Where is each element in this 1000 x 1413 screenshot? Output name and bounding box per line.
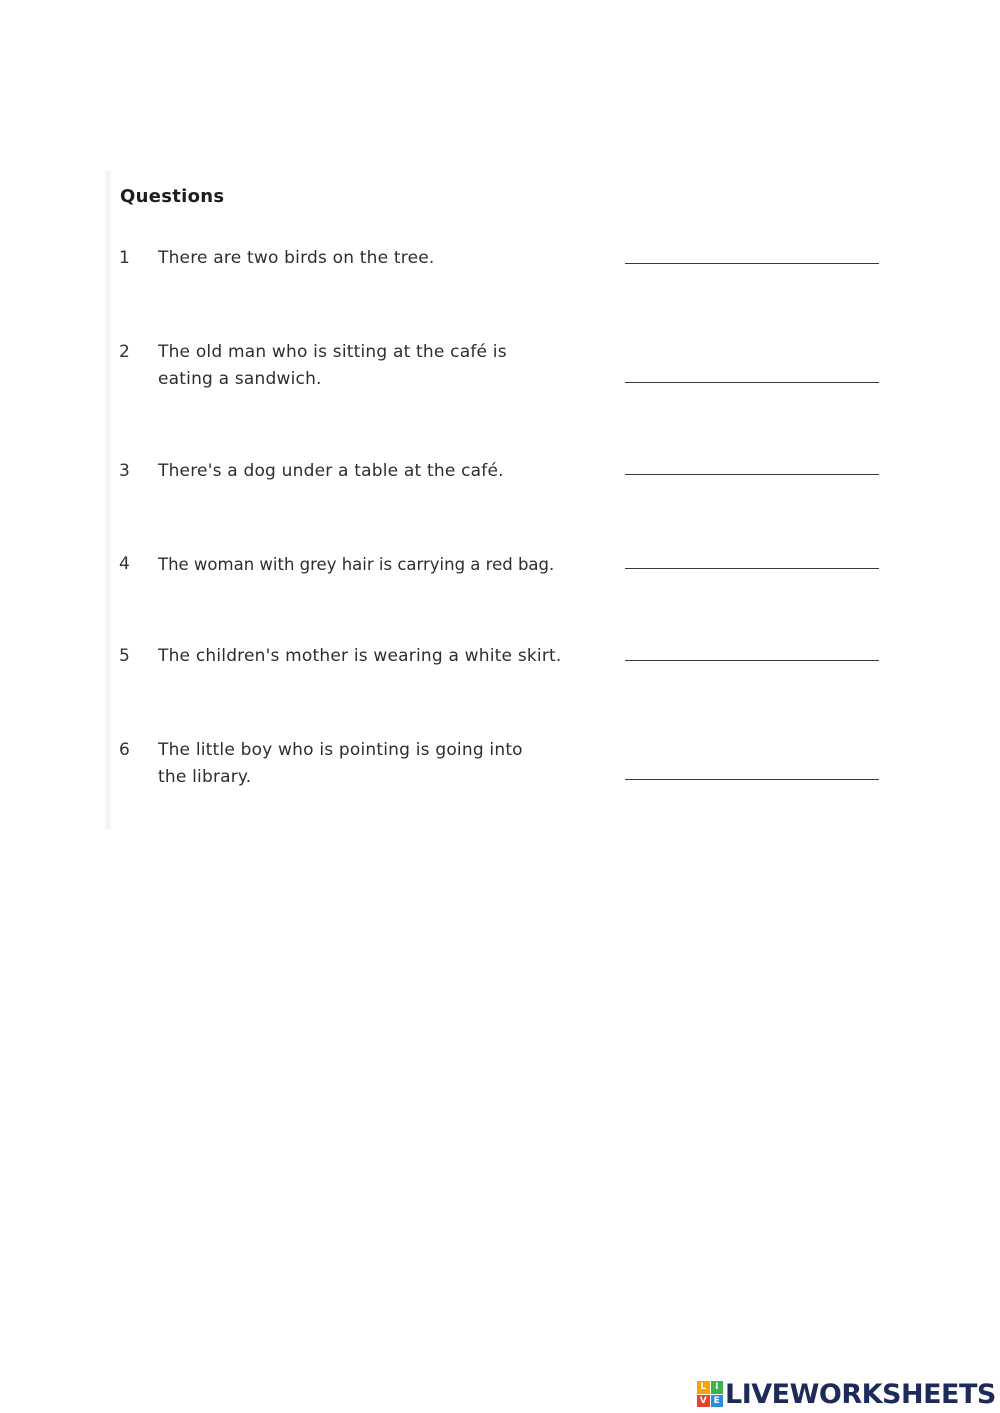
question-text-line: The old man who is sitting at the café is: [158, 342, 507, 362]
question-text-line: There are two birds on the tree.: [158, 248, 435, 268]
logo-tile: I: [711, 1381, 724, 1394]
scan-shadow: [104, 170, 112, 830]
question-text: [158, 339, 608, 393]
answer-input-2[interactable]: [625, 382, 879, 383]
question-text-line: The children's mother is wearing a white skirt.: [158, 646, 562, 666]
answer-input-5[interactable]: [625, 660, 879, 661]
answer-input-3[interactable]: [625, 474, 879, 475]
answer-input-1[interactable]: [625, 263, 879, 264]
question-number: 5: [119, 646, 130, 666]
logo-tile: L: [697, 1381, 710, 1394]
question-number: 1: [119, 248, 130, 268]
logo-tile: E: [711, 1395, 724, 1408]
question-text: [158, 551, 628, 578]
question-text: [158, 458, 608, 485]
question-text: [158, 245, 608, 272]
liveworksheets-logo-icon: [697, 1381, 723, 1407]
answer-input-4[interactable]: [625, 568, 879, 569]
liveworksheets-logo[interactable]: [697, 1377, 996, 1411]
question-number: 2: [119, 342, 130, 362]
answer-input-6[interactable]: [625, 779, 879, 780]
question-text-line: the library.: [158, 767, 252, 787]
question-text-line: The woman with grey hair is carrying a red bag.: [158, 555, 555, 574]
question-number: 4: [119, 554, 130, 574]
question-text: [158, 737, 608, 791]
page-heading: Questions: [120, 186, 225, 207]
question-text-line: There's a dog under a table at the café.: [158, 461, 504, 481]
question-text: [158, 643, 608, 670]
question-number: 6: [119, 740, 130, 760]
question-text-line: eating a sandwich.: [158, 369, 322, 389]
liveworksheets-wordmark: LIVEWORKSHEETS: [725, 1378, 996, 1410]
logo-tile: V: [697, 1395, 710, 1408]
question-number: 3: [119, 461, 130, 481]
question-text-line: The little boy who is pointing is going into: [158, 740, 523, 760]
